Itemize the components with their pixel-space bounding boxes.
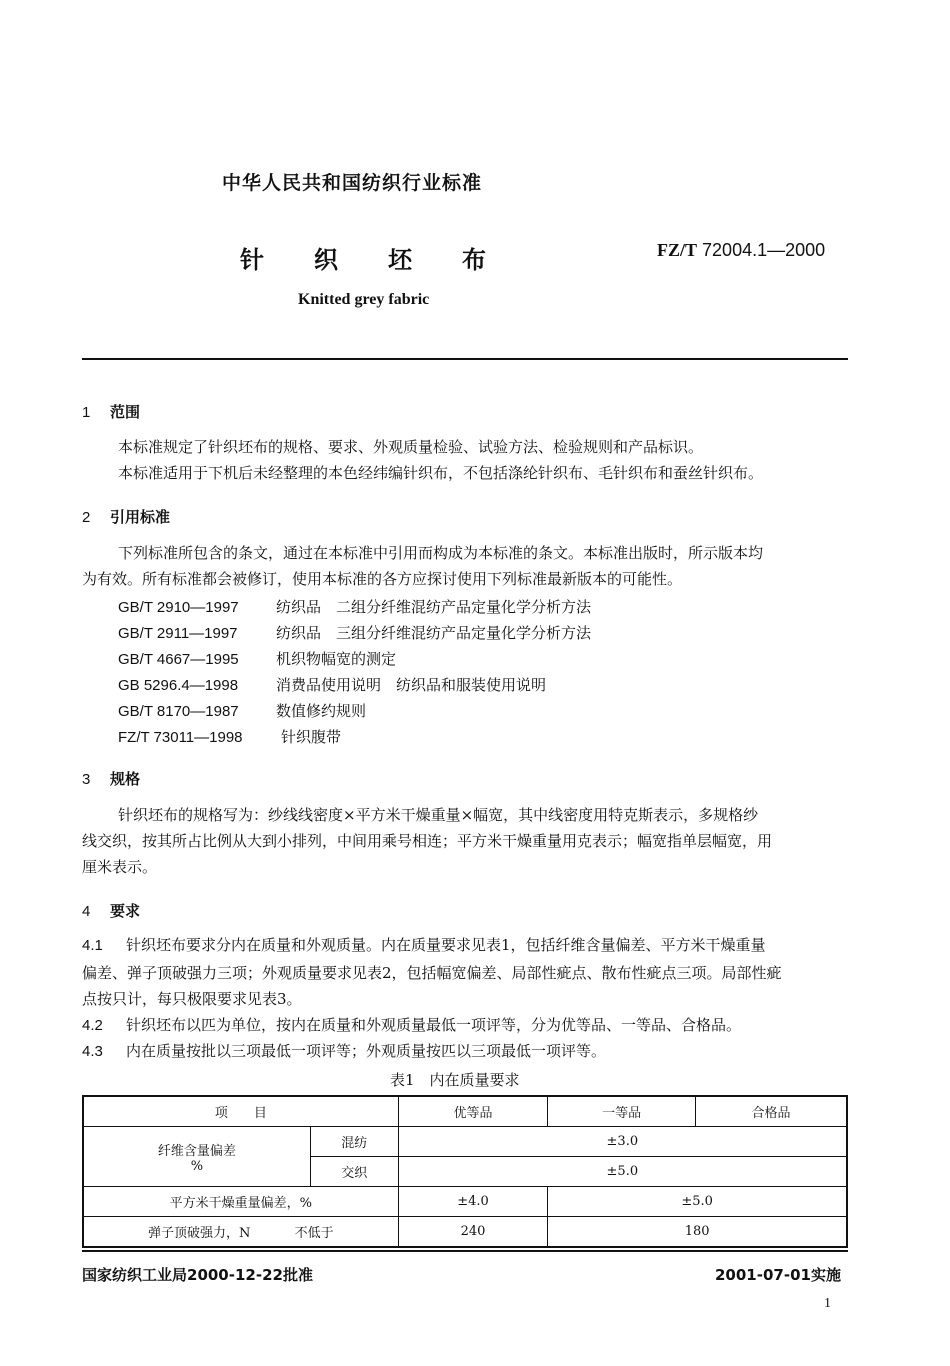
section-4-heading — [82, 900, 140, 921]
reference-item — [118, 596, 591, 617]
footer-divider — [82, 1250, 848, 1252]
clause-text: 针织坯布要求分内在质量和外观质量。内在质量要求见表1，包括纤维含量偏差、平方米干燥重量 — [126, 936, 766, 954]
section-title: 引用标准 — [110, 508, 171, 526]
fiber-content-label: 纤维含量偏差 — [157, 1143, 236, 1159]
bursting-strength-label-cell — [83, 1217, 398, 1248]
section-title: 要求 — [110, 902, 141, 920]
header-divider — [82, 358, 848, 360]
weight-deviation-other-cell: ±5.0 — [548, 1187, 847, 1217]
reference-item — [118, 726, 341, 747]
reference-item — [118, 700, 366, 721]
english-title: Knitted grey fabric — [298, 291, 430, 308]
section-number: 4 — [82, 903, 91, 920]
paragraph: 点按只计，每只极限要求见表3。 — [82, 990, 302, 1008]
document-title: 针织坯布 — [240, 246, 536, 274]
table-row — [83, 1187, 847, 1217]
blend-label-cell: 混纺 — [310, 1127, 398, 1157]
standard-code — [657, 240, 825, 261]
reference-code: GB/T 8170—1987 — [118, 703, 239, 720]
header-cell-grade-qualified: 合格品 — [695, 1096, 847, 1127]
weight-deviation-label-cell: 平方米干燥重量偏差，% — [83, 1187, 398, 1217]
bursting-strength-min: 不低于 — [294, 1226, 334, 1241]
section-title: 规格 — [110, 770, 141, 788]
blend-value-cell: ±3.0 — [398, 1127, 847, 1157]
section-number: 2 — [82, 509, 91, 526]
reference-code: GB 5296.4—1998 — [118, 677, 239, 694]
weight-deviation-superior-cell: ±4.0 — [398, 1187, 548, 1217]
paragraph: 针织坯布的规格写为：纱线线密度×平方米干燥重量×幅宽，其中线密度用特克斯表示，多规格纱 — [118, 806, 759, 824]
code-number: 72004.1—2000 — [702, 240, 826, 260]
clause-number: 4.3 — [82, 1043, 103, 1060]
reference-name: 机织物幅宽的测定 — [276, 650, 397, 668]
clause-number: 4.1 — [82, 937, 103, 954]
section-number: 1 — [82, 404, 91, 421]
clause-4-3 — [82, 1040, 606, 1061]
reference-item — [118, 648, 396, 669]
paragraph: 下列标准所包含的条文，通过在本标准中引用而构成为本标准的条文。本标准出版时，所示版本均 — [118, 544, 764, 562]
reference-name: 针织腹带 — [281, 728, 342, 746]
clause-text: 针织坯布以匹为单位，按内在质量和外观质量最低一项评等，分为优等品、一等品、合格品。 — [126, 1016, 742, 1034]
reference-code: GB/T 2911—1997 — [118, 625, 238, 642]
section-1-heading — [82, 401, 140, 422]
page-number: 1 — [824, 1296, 831, 1311]
table-row — [83, 1127, 847, 1157]
interweave-label-cell: 交织 — [310, 1157, 398, 1187]
reference-code: FZ/T 73011—1998 — [118, 729, 243, 746]
clause-4-1 — [82, 934, 766, 955]
reference-code: GB/T 4667—1995 — [118, 651, 239, 668]
intrinsic-quality-table — [82, 1095, 848, 1248]
fiber-content-label-cell — [83, 1127, 310, 1187]
paragraph: 本标准规定了针织坯布的规格、要求、外观质量检验、试验方法、检验规则和产品标识。 — [118, 438, 704, 456]
reference-item — [118, 622, 591, 643]
reference-name: 纺织品 二组分纤维混纺产品定量化学分析方法 — [276, 598, 592, 616]
table-row — [83, 1096, 847, 1127]
section-number: 3 — [82, 771, 91, 788]
issuing-standard-header: 中华人民共和国纺织行业标准 — [222, 172, 483, 194]
reference-code: GB/T 2910—1997 — [118, 599, 239, 616]
section-3-heading — [82, 768, 140, 789]
interweave-value-cell: ±5.0 — [398, 1157, 847, 1187]
paragraph: 厘米表示。 — [82, 858, 158, 876]
reference-name: 消费品使用说明 纺织品和服装使用说明 — [276, 676, 547, 694]
effective-date: 2001-07-01实施 — [715, 1266, 841, 1284]
reference-name: 数值修约规则 — [276, 702, 367, 720]
fiber-content-unit: % — [190, 1158, 204, 1174]
paragraph: 为有效。所有标准都会被修订，使用本标准的各方应探讨使用下列标准最新版本的可能性。 — [82, 570, 683, 588]
approval-date: 国家纺织工业局2000-12-22批准 — [82, 1266, 313, 1284]
reference-item — [118, 674, 546, 695]
header-cell-grade-superior: 优等品 — [398, 1096, 548, 1127]
bursting-strength-label: 弹子顶破强力，N — [147, 1226, 251, 1241]
bursting-strength-superior-cell: 240 — [398, 1217, 548, 1248]
reference-name: 纺织品 三组分纤维混纺产品定量化学分析方法 — [276, 624, 592, 642]
clause-text: 内在质量按批以三项最低一项评等；外观质量按匹以三项最低一项评等。 — [126, 1042, 607, 1060]
section-2-heading — [82, 506, 170, 527]
bursting-strength-other-cell: 180 — [548, 1217, 847, 1248]
paragraph: 偏差、弹子顶破强力三项；外观质量要求见表2，包括幅宽偏差、局部性疵点、散布性疵点三项。局部性疵 — [82, 964, 782, 982]
code-prefix: FZ/T — [657, 240, 698, 260]
table-caption: 表1 内在质量要求 — [390, 1071, 520, 1089]
paragraph: 本标准适用于下机后未经整理的本色经纬编针织布，不包括涤纶针织布、毛针织布和蚕丝针织布。 — [118, 464, 764, 482]
section-title: 范围 — [110, 403, 141, 421]
clause-number: 4.2 — [82, 1017, 103, 1034]
clause-4-2 — [82, 1014, 741, 1035]
paragraph: 线交织，按其所占比例从大到小排列，中间用乘号相连；平方米干燥重量用克表示；幅宽指单层幅宽，用 — [82, 832, 773, 850]
table-row — [83, 1217, 847, 1248]
header-cell-item: 项 目 — [83, 1096, 398, 1127]
header-cell-grade-first: 一等品 — [548, 1096, 696, 1127]
